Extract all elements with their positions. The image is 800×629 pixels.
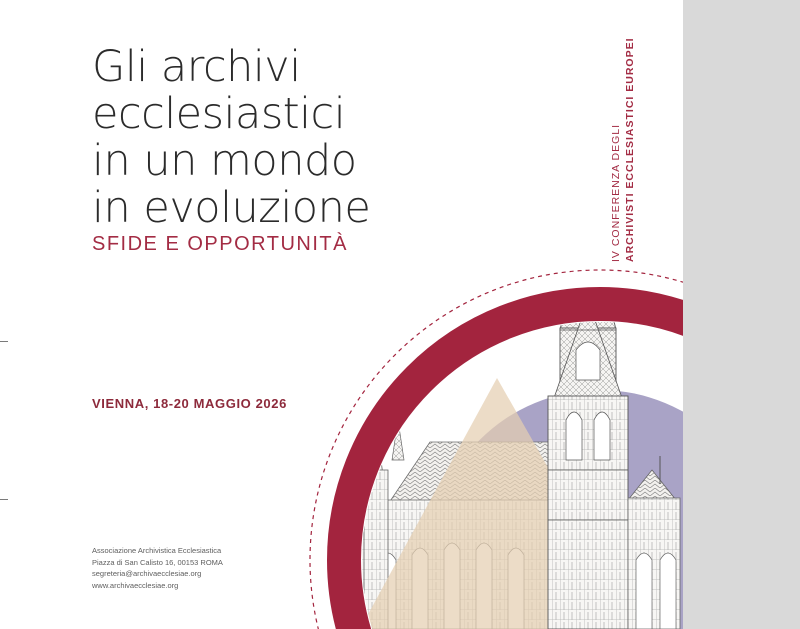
viewer-background	[683, 0, 800, 629]
subtitle: SFIDE E OPPORTUNITÀ	[92, 233, 348, 255]
title-line-2: ecclesiastici	[92, 89, 346, 139]
title-line-3: in un mondo	[92, 136, 357, 186]
crop-mark-top	[0, 341, 8, 342]
conference-line-1: IV CONFERENZA DEGLI	[610, 123, 622, 262]
conference-line-2: ARCHIVISTI ECCLESIASTICI EUROPEI	[624, 37, 636, 262]
organization-name: Associazione Archivistica Ecclesiastica	[92, 546, 222, 555]
title-line-1: Gli archivi	[92, 42, 301, 92]
conference-label	[609, 37, 637, 262]
email-link[interactable]: segreteria@archivaecclesiae.org	[92, 569, 202, 578]
title-line-4: in evoluzione	[92, 183, 371, 233]
event-date-location: VIENNA, 18-20 MAGGIO 2026	[92, 396, 287, 411]
crop-mark-bottom	[0, 499, 8, 500]
website-link[interactable]: www.archivaecclesiae.org	[92, 580, 179, 590]
contact-block	[92, 545, 223, 591]
street-address: Piazza di San Calisto 16, 00153 ROMA	[92, 557, 223, 567]
